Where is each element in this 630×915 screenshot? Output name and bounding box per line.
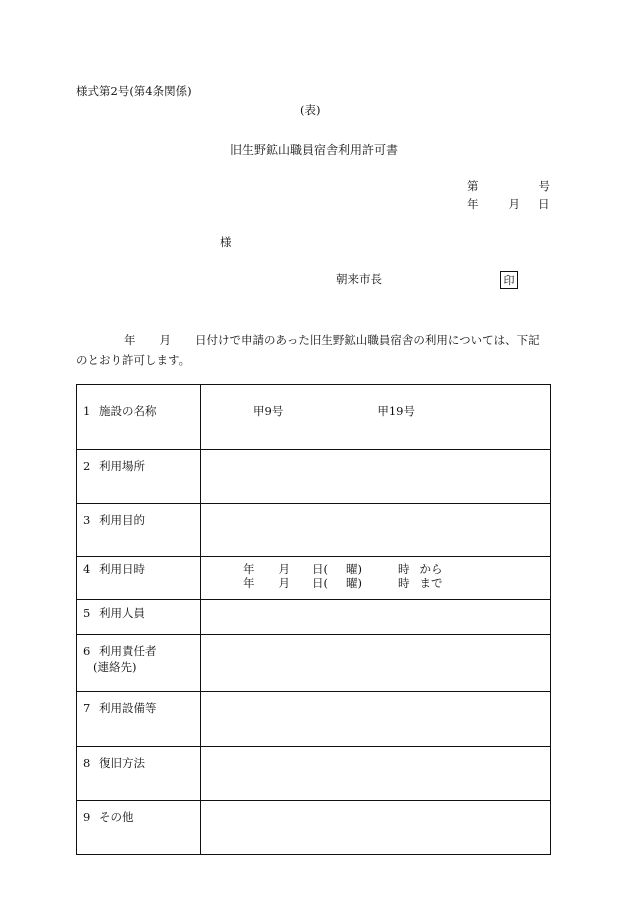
- addressee-honorific: 様: [220, 235, 232, 249]
- table-row: [77, 385, 551, 450]
- seal-mark: 印: [500, 271, 518, 289]
- purpose-value[interactable]: [201, 504, 551, 557]
- number-prefix: 第: [467, 179, 479, 193]
- table-row: [77, 600, 551, 635]
- date-month: 月: [508, 197, 520, 211]
- row-label-purpose: 3 利用目的: [77, 504, 201, 557]
- date-year: 年: [467, 197, 479, 211]
- table-row: [77, 450, 551, 504]
- contact-sublabel: (連絡先): [93, 660, 137, 674]
- row-label-other: 9 その他: [77, 801, 201, 855]
- restoration-value[interactable]: [201, 747, 551, 801]
- row-label-datetime: 4 利用日時: [77, 557, 201, 600]
- table-row: [77, 747, 551, 801]
- table-row: [77, 635, 551, 692]
- number-suffix: 号: [538, 179, 550, 193]
- facility-option-2: 甲19号: [377, 404, 415, 418]
- datetime-from-line: 年 月 日( 曜) 時 から: [243, 562, 443, 576]
- issuer-name: 朝来市長: [336, 272, 382, 286]
- document-number: [467, 181, 550, 193]
- datetime-until-line: 年 月 日( 曜) 時 まで: [243, 576, 443, 590]
- row-label-location: 2 利用場所: [77, 450, 201, 504]
- permit-statement: [76, 330, 552, 370]
- permit-statement-line2: のとおり許可します。: [76, 353, 191, 367]
- table-row: [77, 504, 551, 557]
- row-label-responsible: 6 利用責任者 (連絡先): [77, 635, 201, 692]
- row-label-facility: 1 施設の名称: [77, 385, 201, 450]
- permit-details-table: [76, 384, 551, 855]
- other-value[interactable]: [201, 801, 551, 855]
- row-label-restoration: 8 復旧方法: [77, 747, 201, 801]
- facility-option-1: 甲9号: [253, 404, 284, 418]
- row-label-headcount: 5 利用人員: [77, 600, 201, 635]
- table-row: [77, 692, 551, 747]
- side-label: (表): [300, 103, 321, 117]
- location-value[interactable]: [201, 450, 551, 504]
- responsible-value[interactable]: [201, 635, 551, 692]
- table-row: [77, 557, 551, 600]
- datetime-value[interactable]: [201, 557, 551, 600]
- permit-statement-line1: 年 月 日付けで申請のあった旧生野鉱山職員宿舎の利用については、下記: [124, 333, 540, 347]
- row-label-equipment: 7 利用設備等: [77, 692, 201, 747]
- form-number: 様式第2号(第4条関係): [76, 84, 192, 98]
- headcount-value[interactable]: [201, 600, 551, 635]
- equipment-value[interactable]: [201, 692, 551, 747]
- issue-date: [467, 199, 550, 211]
- document-title: 旧生野鉱山職員宿舎利用許可書: [230, 143, 399, 157]
- table-row: [77, 801, 551, 855]
- facility-name-value[interactable]: [201, 385, 551, 450]
- date-day: 日: [538, 197, 550, 211]
